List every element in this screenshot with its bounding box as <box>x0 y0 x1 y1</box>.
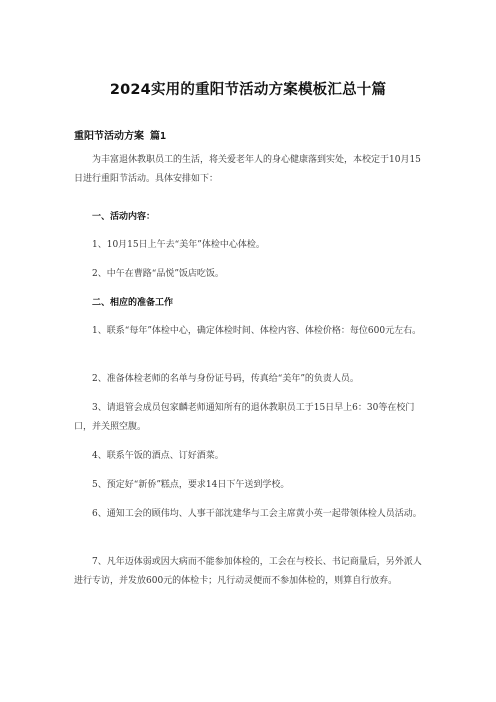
section-heading: 重阳节活动方案 篇1 <box>74 131 167 142</box>
list-item: 5、预定好“新侨”糕点，要求14日下午送到学校。 <box>92 480 290 490</box>
intro-paragraph: 为丰富退休教职员工的生活，将关爱老年人的身心健康落到实处，本校定于10月15日进行重阳节活动。具体安排如下： <box>74 155 421 184</box>
list-item: 2、准备体检老师的名单与身份证号码，传真给“美年”的负责人员。 <box>92 374 359 384</box>
list-item: 6、通知工会的顾伟均、人事干部沈建华与工会主席黄小英一起带领体检人员活动。 <box>92 509 422 519</box>
subheading-activity-content: 一、活动内容： <box>92 212 156 222</box>
list-item: 1、10月15日上午去“美年”体检中心体检。 <box>92 240 265 250</box>
list-item: 3、请退管会成员包家麟老师通知所有的退休教职员工于15日早上6：30等在校门口，并关照空腹。 <box>74 403 415 432</box>
list-item: 1、联系“每年”体检中心，确定体检时间、体检内容、体检价格：每位600元左右。 <box>92 326 422 336</box>
list-item: 4、联系午饭的酒点、订好酒菜。 <box>92 451 224 461</box>
list-item: 7、凡年迈体弱或因大病而不能参加体检的，工会在与校长、书记商量后，另外派人进行专访，并发放600元的体检卡；凡行动灵便而不参加体检的，则算自行放弃。 <box>74 557 422 586</box>
subheading-preparation: 二、相应的准备工作 <box>92 298 174 308</box>
list-item: 2、中午在曹路“品悦”饭店吃饭。 <box>92 269 224 279</box>
document-title: 2024实用的重阳节活动方案模板汇总十篇 <box>109 82 387 98</box>
